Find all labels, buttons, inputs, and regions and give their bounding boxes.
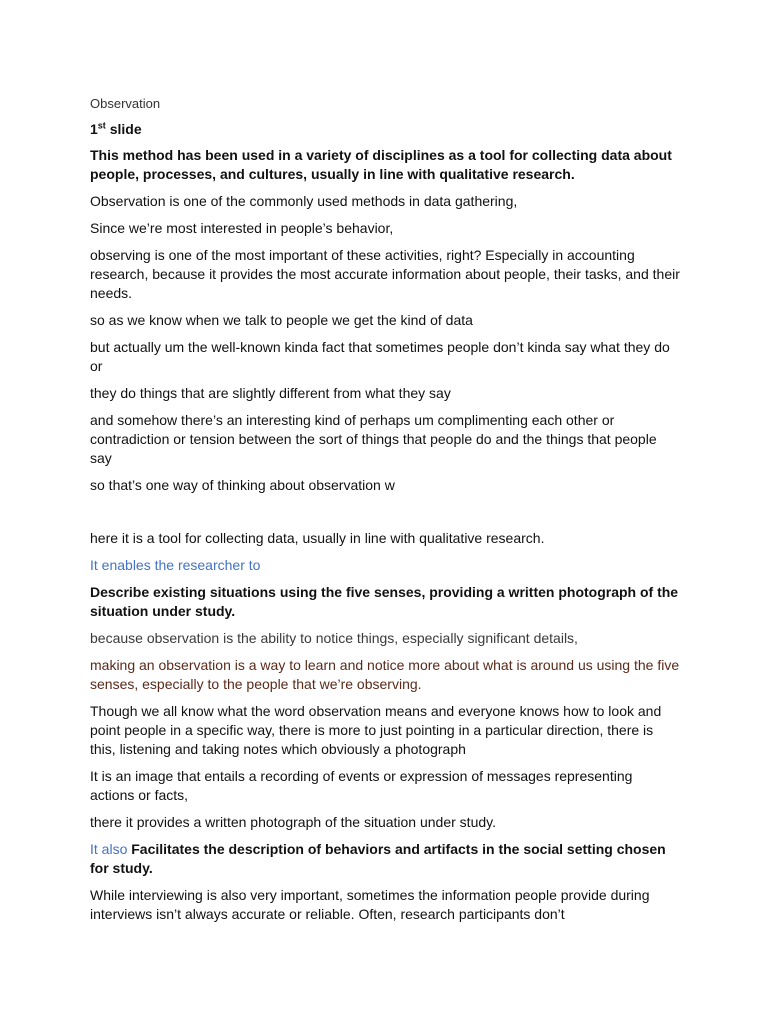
slide-number-suffix: st [97,120,106,131]
paragraph-4: so as we know when we talk to people we get the kind of data [90,312,473,328]
paragraph-5: but actually um the well-known kinda fact that sometimes people don’t kinda say what they do or [90,339,670,374]
paragraph-16: there it provides a written photograph of the situation under study. [90,814,496,830]
paragraph-18: While interviewing is also very important, sometimes the information people provide during interviews isn’t always accurate or reliable. Often, research participants don’t [90,887,650,922]
slide-heading [90,120,680,139]
slide-number: 1 [90,121,98,137]
paragraph-17 [90,840,680,878]
document-page [90,94,680,932]
paragraph-10-highlight: It enables the researcher to [90,557,261,573]
paragraph-15: It is an image that entails a recording of events or expression of messages representing actions or facts, [90,768,633,803]
paragraph-2: Since we’re most interested in people’s behavior, [90,220,394,236]
paragraph-11-bold: Describe existing situations using the five senses, providing a written photograph of the situation under study. [90,584,679,619]
paragraph-6: they do things that are slightly different from what they say [90,385,451,401]
paragraph-3: observing is one of the most important of these activities, right? Especially in accounting research, because it provides the most accurate information about people, their tasks, and their needs. [90,247,680,301]
paragraph-14: Though we all know what the word observation means and everyone knows how to look and point people in a specific way, there is more to just pointing in a particular direction, there is this, listening and taking notes which obviously a photograph [90,703,662,757]
paragraph-17-lead: It also [90,841,128,857]
paragraph-1: Observation is one of the commonly used methods in data gathering, [90,193,518,209]
paragraph-9: here it is a tool for collecting data, usually in line with qualitative research. [90,530,545,546]
paragraph-12: because observation is the ability to notice things, especially significant details, [90,630,578,646]
slide-word: slide [109,121,142,137]
intro-paragraph: This method has been used in a variety of disciplines as a tool for collecting data about people, processes, and cultures, usually in line with qualitative research. [90,147,672,182]
paragraph-7: and somehow there’s an interesting kind of perhaps um complimenting each other or contradiction or tension between the sort of things that people do and the things that people say [90,412,657,466]
document-title: Observation [90,96,161,111]
paragraph-8: so that’s one way of thinking about observation w [90,477,395,493]
blank-line [90,503,680,529]
paragraph-17-bold: Facilitates the description of behaviors and artifacts in the social setting chosen for study. [90,841,666,876]
paragraph-13: making an observation is a way to learn and notice more about what is around us using the five senses, especially to the people that we’re observing. [90,657,680,692]
